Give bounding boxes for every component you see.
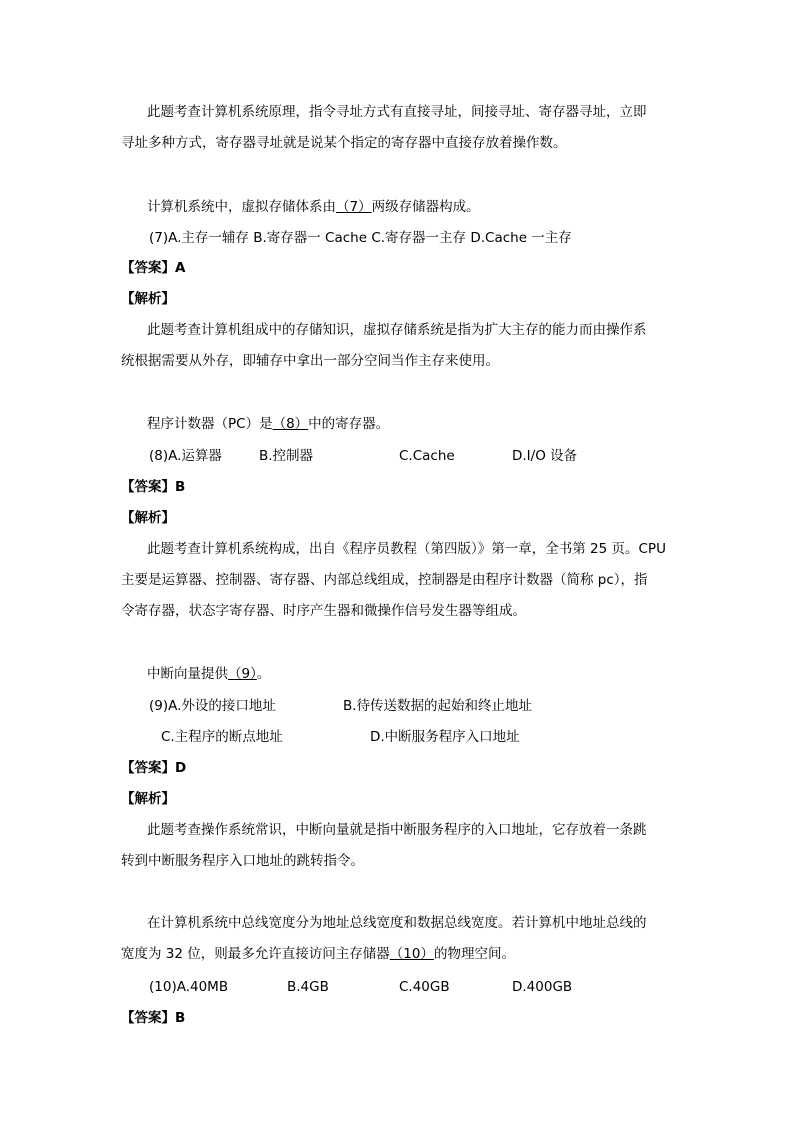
question-stem-text: 的物理空间。: [433, 946, 515, 962]
analysis-line: 此题考查计算机系统构成，出自《程序员教程（第四版）》第一章，全书第 25 页。CPU: [147, 541, 666, 557]
answer-value: A: [175, 260, 186, 276]
answer-value: D: [175, 760, 187, 776]
analysis-line: 统根据需要从外存，即辅存中拿出一部分空间当作主存来使用。: [121, 353, 499, 369]
answer-label: 【答案】: [121, 479, 175, 495]
question-7-options: (7)A.主存一辅存 B.寄存器一 Cache C.寄存器一主存 D.Cache 一主存: [149, 230, 572, 246]
option-c: C.主程序的断点地址: [161, 729, 283, 745]
answer-row: [121, 259, 185, 277]
option-b: B.待传送数据的起始和终止地址: [343, 698, 533, 714]
analysis-line: 转到中断服务程序入口地址的跳转指令。: [121, 853, 364, 869]
option-b: B.控制器: [259, 448, 314, 464]
question-stem-text: 。: [256, 666, 271, 682]
question-stem-text: 程序计数器（PC）是: [147, 416, 273, 432]
question-blank: （7）: [336, 199, 372, 215]
question-stem-text: 计算机系统中，虚拟存储体系由: [147, 199, 336, 215]
question-10-stem-line: 在计算机系统中总线宽度分为地址总线宽度和数据总线宽度。若计算机中地址总线的: [147, 915, 647, 931]
question-7-stem: [147, 198, 480, 216]
option-c: C.40GB: [399, 979, 450, 995]
answer-value: B: [175, 1010, 186, 1026]
analysis-line: 主要是运算器、控制器、寄存器、内部总线组成，控制器是由程序计数器（简称 pc），指: [121, 572, 648, 588]
option-d: D.400GB: [512, 979, 573, 995]
question-stem-text: 中的寄存器。: [308, 416, 390, 432]
analysis-line: 令寄存器，状态字寄存器、时序产生器和微操作信号发生器等组成。: [121, 603, 526, 619]
analysis-label: 【解析】: [121, 791, 175, 807]
paragraph-line: 寻址多种方式，寄存器寻址就是说某个指定的寄存器中直接存放着操作数。: [121, 135, 567, 151]
answer-label: 【答案】: [121, 760, 175, 776]
answer-row: [121, 1009, 185, 1027]
paragraph-line: 此题考查计算机系统原理，指令寻址方式有直接寻址，间接寻址、寄存器寻址，立即: [147, 104, 647, 120]
question-blank: （8）: [272, 416, 309, 432]
question-10-stem-line: [121, 945, 515, 963]
question-stem-text: 中断向量提供: [147, 666, 228, 682]
answer-value: B: [175, 479, 186, 495]
option-b: B.4GB: [287, 979, 329, 995]
analysis-line: 此题考查计算机组成中的存储知识，虚拟存储系统是指为扩大主存的能力而由操作系: [147, 322, 647, 338]
question-stem-text: 宽度为 32 位，则最多允许直接访问主存储器: [121, 946, 390, 962]
option-a: (9)A.外设的接口地址: [149, 698, 276, 714]
question-9-stem: [147, 665, 270, 683]
question-stem-text: 两级存储器构成。: [371, 199, 480, 215]
answer-label: 【答案】: [121, 260, 175, 276]
question-8-stem: [147, 415, 389, 433]
option-d: D.中断服务程序入口地址: [370, 729, 520, 745]
analysis-line: 此题考查操作系统常识，中断向量就是指中断服务程序的入口地址，它存放着一条跳: [147, 822, 647, 838]
answer-label: 【答案】: [121, 1010, 175, 1026]
option-d: D.I/O 设备: [512, 448, 578, 464]
question-blank: （10）: [389, 946, 434, 962]
option-c: C.Cache: [399, 448, 455, 464]
question-blank: （9）: [228, 666, 257, 682]
answer-row: [121, 759, 186, 777]
option-a: (8)A.运算器: [149, 448, 222, 464]
answer-row: [121, 478, 185, 496]
option-a: (10)A.40MB: [149, 979, 229, 995]
analysis-label: 【解析】: [121, 510, 175, 526]
analysis-label: 【解析】: [121, 291, 175, 307]
